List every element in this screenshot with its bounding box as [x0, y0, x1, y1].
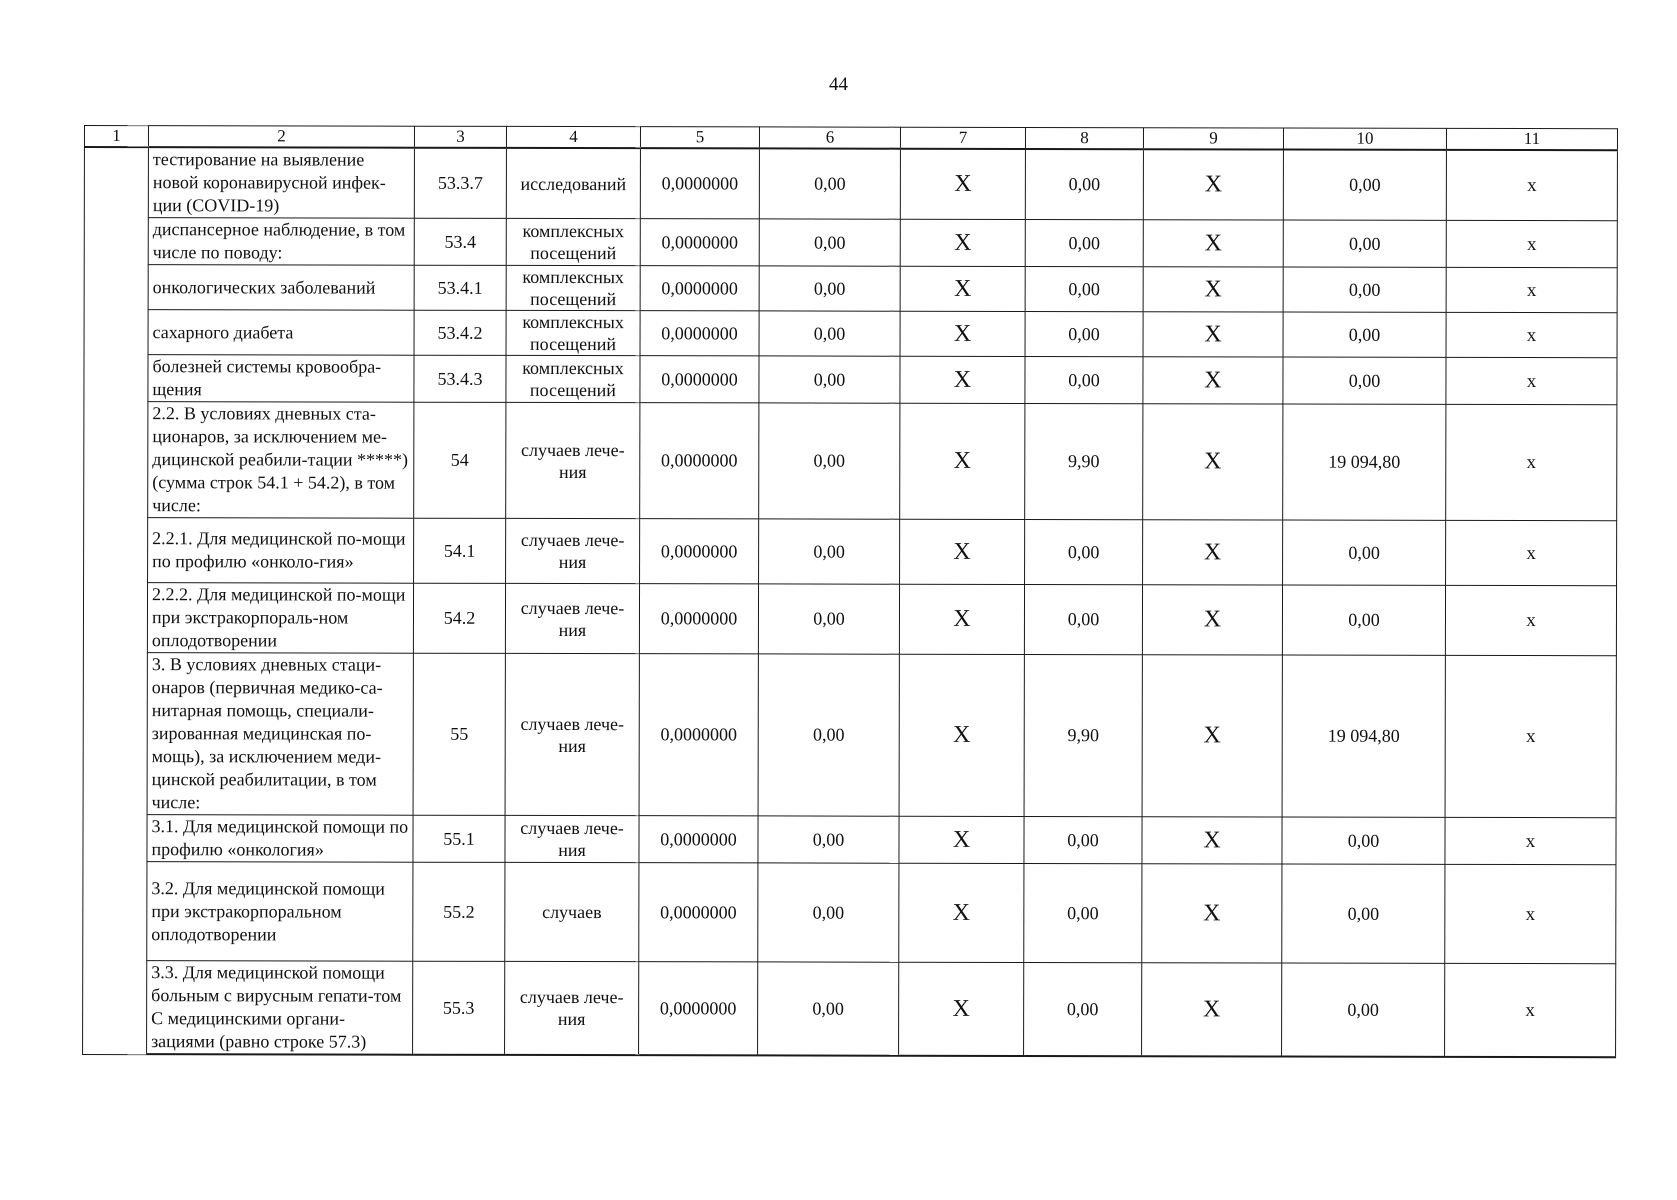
mark-cell-7: X	[900, 311, 1025, 356]
row-name-cell: 2.2.2. Для медицинской по-мощи при экстракорпораль-ном оплодотворении	[147, 583, 413, 654]
unit-cell: случаев	[505, 862, 639, 961]
column-header-6: 6	[759, 127, 900, 149]
value-cell-10: 0,00	[1282, 817, 1445, 864]
value-cell-10: 19 094,80	[1282, 655, 1445, 817]
mark-cell-7: X	[900, 356, 1025, 403]
row-code-cell: 55	[413, 653, 505, 815]
unit-cell: исследований	[506, 148, 640, 219]
unit-cell: случаев лече-ния	[505, 961, 639, 1055]
mark-cell-9: X	[1143, 357, 1283, 404]
value-cell-6: 0,00	[758, 863, 899, 962]
mark-cell-7: X	[900, 149, 1025, 220]
value-cell-6: 0,00	[759, 519, 900, 584]
value-cell-6: 0,00	[758, 654, 899, 816]
column-header-9: 9	[1143, 128, 1283, 150]
row-name-cell: 2.2. В условиях дневных ста-ционаров, за исключением ме-дицинской реабили-тации *****) (сумма строк 54.1 + 54.2), в том числе:	[148, 402, 414, 519]
row-name-cell: 3.2. Для медицинской помощи при экстракорпоральном оплодотворении	[147, 862, 413, 962]
mark-cell-11: x	[1446, 312, 1617, 357]
unit-cell: случаев лече-ния	[506, 518, 640, 583]
mark-cell-11: x	[1446, 357, 1617, 404]
value-cell-8: 0,00	[1024, 584, 1142, 654]
row-name-cell: 3.1. Для медицинской помощи по профилю «онкология»	[147, 815, 413, 863]
row-code-cell: 54.1	[414, 518, 506, 583]
mark-cell-9: X	[1143, 520, 1283, 585]
value-cell-8: 0,00	[1025, 149, 1143, 220]
value-cell-10: 0,00	[1282, 963, 1445, 1057]
value-cell-6: 0,00	[759, 356, 900, 403]
row-name-cell: тестирование на выявление новой коронавирусной инфек-ции (COVID-19)	[148, 147, 414, 218]
column-header-5: 5	[640, 127, 759, 149]
row-name-cell: онкологических заболеваний	[148, 265, 414, 311]
mark-cell-7: X	[900, 519, 1025, 584]
table-row	[84, 518, 1617, 586]
value-cell-5: 0,0000000	[640, 266, 759, 311]
value-cell-6: 0,00	[759, 148, 900, 219]
mark-cell-11: x	[1446, 520, 1617, 585]
value-cell-6: 0,00	[758, 962, 899, 1056]
value-cell-6: 0,00	[758, 584, 899, 654]
value-cell-6: 0,00	[759, 219, 900, 266]
table-row	[84, 402, 1617, 521]
mark-cell-9: X	[1142, 864, 1282, 963]
value-cell-5: 0,0000000	[639, 654, 758, 816]
unit-cell: случаев лече-ния	[505, 815, 639, 862]
row-code-cell: 54	[414, 402, 506, 518]
mark-cell-7: X	[900, 266, 1025, 311]
value-cell-8: 0,00	[1025, 356, 1143, 403]
mark-cell-7: X	[899, 654, 1024, 816]
value-cell-10: 0,00	[1283, 520, 1446, 585]
mark-cell-7: X	[899, 962, 1024, 1056]
value-cell-8: 0,00	[1024, 816, 1142, 863]
value-cell-5: 0,0000000	[640, 403, 759, 519]
mark-cell-11: x	[1446, 404, 1617, 520]
mark-cell-11: x	[1445, 585, 1616, 655]
value-cell-10: 0,00	[1283, 220, 1446, 267]
mark-cell-11: x	[1445, 655, 1616, 817]
value-cell-10: 0,00	[1283, 357, 1446, 404]
mark-cell-9: X	[1142, 655, 1282, 817]
value-cell-10: 0,00	[1283, 150, 1446, 221]
value-cell-6: 0,00	[759, 266, 900, 311]
mark-cell-7: X	[899, 816, 1024, 863]
unit-cell: случаев лече-ния	[505, 653, 639, 815]
table-row	[84, 310, 1617, 358]
value-cell-5: 0,0000000	[639, 863, 758, 962]
value-cell-10: 19 094,80	[1283, 404, 1446, 520]
value-cell-8: 9,90	[1024, 654, 1142, 816]
value-cell-6: 0,00	[758, 816, 899, 863]
unit-cell: случаев лече-ния	[506, 402, 640, 518]
row-code-cell: 53.4.1	[414, 265, 506, 310]
unit-cell: комплексных посещений	[506, 310, 640, 355]
value-cell-10: 0,00	[1283, 267, 1446, 312]
row-name-cell: 3. В условиях дневных стаци-онаров (первичная медико-са-нитарная помощь, специали-зированная медицинская по-мощь), за исключением меди-цинской реабилитации, в том числе:	[147, 653, 413, 816]
value-cell-5: 0,0000000	[639, 962, 758, 1056]
row-code-cell: 53.3.7	[414, 148, 506, 219]
value-cell-10: 0,00	[1283, 312, 1446, 357]
value-cell-10: 0,00	[1282, 585, 1445, 655]
unit-cell: комплексных посещений	[506, 355, 640, 402]
mark-cell-9: X	[1142, 585, 1282, 655]
row-code-cell: 53.4.3	[414, 355, 506, 402]
table-row	[84, 147, 1617, 221]
row-name-cell: диспансерное наблюдение, в том числе по поводу:	[148, 218, 414, 266]
mark-cell-9: X	[1143, 404, 1283, 520]
row-code-cell: 55.3	[413, 961, 505, 1055]
column-header-3: 3	[414, 126, 506, 148]
mark-cell-11: x	[1446, 220, 1617, 267]
mark-cell-7: X	[900, 219, 1025, 266]
mark-cell-7: X	[899, 584, 1024, 654]
column-header-2: 2	[148, 126, 414, 148]
mark-cell-9: X	[1143, 149, 1283, 220]
table-row	[83, 583, 1616, 656]
row-name-cell: 3.3. Для медицинской помощи больным с вирусным гепати-том С медицинскими органи-зациями (равно строке 57.3)	[147, 961, 413, 1055]
value-cell-8: 0,00	[1025, 311, 1143, 356]
row-code-cell: 55.1	[413, 815, 505, 862]
value-cell-8: 9,90	[1025, 403, 1143, 519]
value-cell-6: 0,00	[759, 311, 900, 356]
value-cell-5: 0,0000000	[640, 219, 759, 266]
mark-cell-9: X	[1143, 267, 1283, 312]
value-cell-8: 0,00	[1024, 962, 1142, 1056]
row-code-cell: 53.4.2	[414, 310, 506, 355]
unit-cell: комплексных посещений	[506, 265, 640, 310]
row-code-cell: 53.4	[414, 218, 506, 265]
value-cell-5: 0,0000000	[640, 148, 759, 219]
unit-cell: комплексных посещений	[506, 218, 640, 265]
unit-cell: случаев лече-ния	[505, 583, 639, 653]
table-row	[83, 960, 1616, 1057]
column-header-4: 4	[506, 126, 640, 148]
value-cell-5: 0,0000000	[640, 356, 759, 403]
mark-cell-11: x	[1445, 963, 1616, 1057]
mark-cell-11: x	[1445, 864, 1616, 963]
value-cell-5: 0,0000000	[639, 816, 758, 863]
value-cell-8: 0,00	[1025, 519, 1143, 584]
table-row	[84, 265, 1617, 313]
value-cell-8: 0,00	[1025, 219, 1143, 266]
mark-cell-11: x	[1446, 150, 1617, 221]
value-cell-10: 0,00	[1282, 864, 1445, 963]
mark-cell-7: X	[900, 403, 1025, 519]
mark-cell-11: x	[1445, 817, 1616, 864]
mark-cell-9: X	[1143, 312, 1283, 357]
mark-cell-11: x	[1446, 267, 1617, 312]
data-table	[82, 125, 1618, 1058]
row-name-cell: 2.2.1. Для медицинской по-мощи по профилю «онколо-гия»	[148, 518, 414, 584]
value-cell-8: 0,00	[1024, 863, 1142, 962]
table-row	[83, 861, 1616, 963]
row-code-cell: 55.2	[413, 862, 505, 961]
column-header-8: 8	[1025, 127, 1143, 149]
value-cell-6: 0,00	[759, 403, 900, 519]
value-cell-5: 0,0000000	[639, 584, 758, 654]
column-header-11: 11	[1446, 128, 1617, 150]
value-cell-5: 0,0000000	[640, 519, 759, 584]
column-header-7: 7	[900, 127, 1025, 149]
row-name-cell: болезней системы кровообра-щения	[148, 355, 414, 403]
mark-cell-7: X	[899, 863, 1024, 962]
row-code-cell: 54.2	[413, 583, 505, 653]
column-header-10: 10	[1283, 128, 1446, 150]
table-row	[83, 814, 1616, 864]
column-header-1: 1	[84, 126, 148, 148]
value-cell-8: 0,00	[1025, 266, 1143, 311]
value-cell-5: 0,0000000	[640, 311, 759, 356]
mark-cell-9: X	[1142, 817, 1282, 864]
mark-cell-9: X	[1142, 963, 1282, 1057]
table-row	[84, 355, 1617, 405]
row-name-cell: сахарного диабета	[148, 310, 414, 356]
column-1-cell	[83, 147, 149, 1054]
table-row	[84, 218, 1617, 268]
table-row	[83, 652, 1616, 817]
page-number: 44	[829, 74, 848, 95]
mark-cell-9: X	[1143, 220, 1283, 267]
